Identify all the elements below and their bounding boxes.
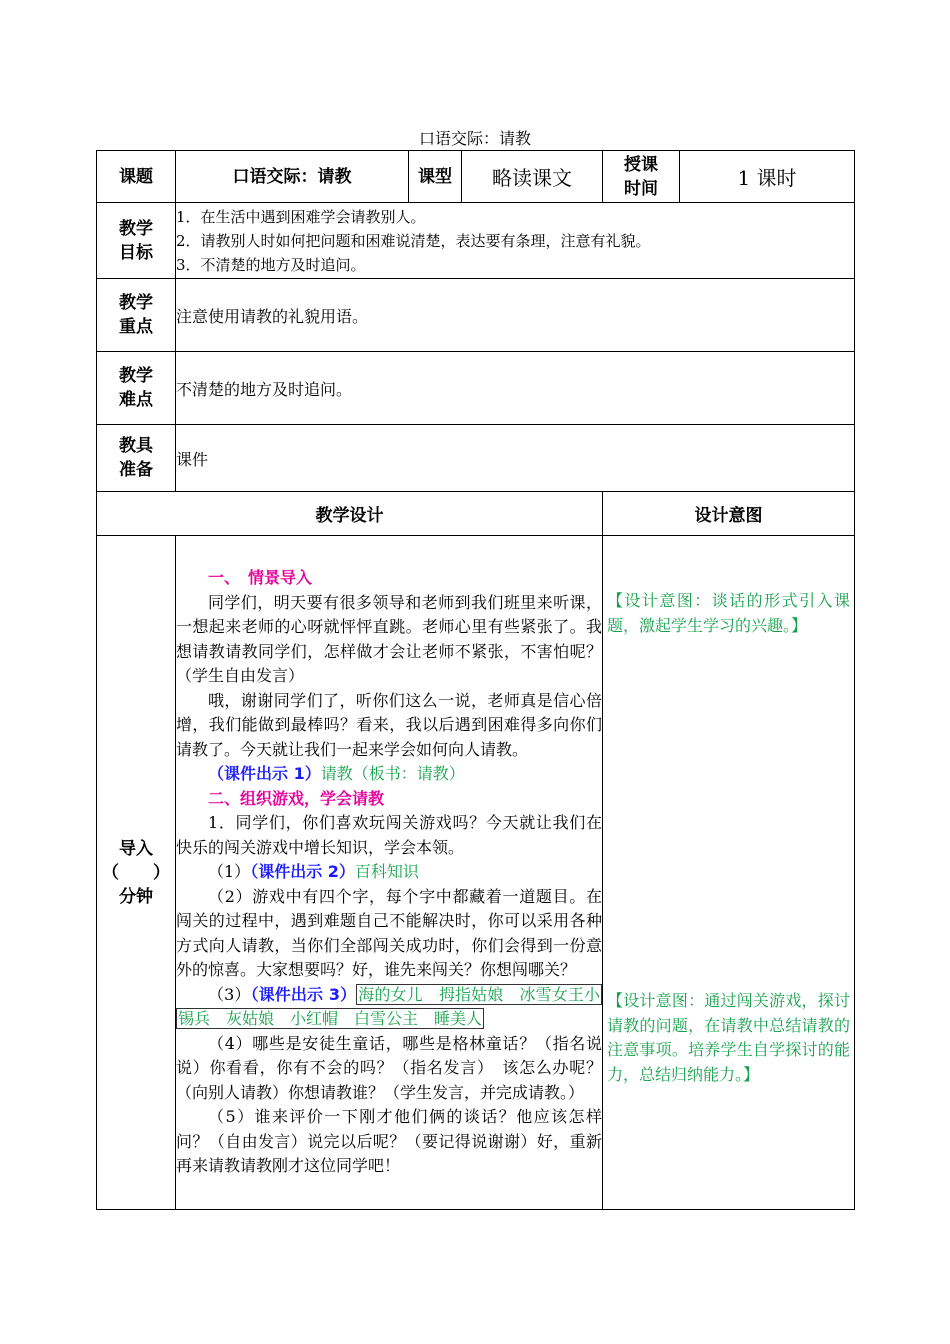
time-value: 1 课时	[680, 151, 855, 203]
design-header: 教学设计	[97, 492, 603, 536]
topic-value: 口语交际：请教	[176, 151, 409, 203]
document-title: 口语交际：请教	[418, 129, 531, 148]
design-header-row	[97, 492, 855, 536]
key-points-row	[97, 279, 855, 352]
paragraph: 同学们，明天要有很多领导和老师到我们班里来听课，一想起来老师的心呀就怦怦直跳。老师心里有些紧张了。我想请教请教同学们，怎样做才会让老师不紧张，不害怕呢？（学生自由发言）	[176, 592, 602, 686]
paragraph: 哦，谢谢同学们了，听你们这么一说，老师真是信心倍增，我们能做到最棒吗？看来，我以后遇到困难得多向你们请教了。今天就让我们一起来学会如何向人请教。	[176, 690, 602, 759]
tools-text: 课件	[176, 425, 855, 492]
content-row	[97, 536, 855, 1210]
difficulties-label: 教学 难点	[97, 352, 176, 425]
goals-row	[97, 203, 855, 279]
fairy-tale-list: 海的女儿 拇指姑娘 冰雪女王小锡兵 灰姑娘 小红帽 白雪公主 睡美人	[178, 984, 600, 1029]
design-intent: 【设计意图：谈话的形式引入课题，激起学生学习的兴趣。】	[607, 591, 850, 635]
paragraph: （4）哪些是安徒生童话，哪些是格林童话？（指名说说）你看看，你有不会的吗？（指名发言） 该怎么办呢？（向别人请教）你想请教谁？（学生发言，并完成请教。）	[176, 1033, 602, 1102]
key-points-text: 注意使用请教的礼貌用语。	[176, 279, 855, 352]
section-title: 一、 情景导入	[208, 568, 313, 588]
time-label: 授课 时间	[603, 151, 680, 203]
goal-item: 1．在生活中遇到困难学会请教别人。	[176, 207, 426, 226]
goal-item: 2．请教别人时如何把问题和困难说清楚，表达要有条理，注意有礼貌。	[176, 231, 651, 250]
lesson-plan-table	[96, 150, 855, 1210]
paragraph: （2）游戏中有四个字，每个字中都藏着一道题目。在闯关的过程中，遇到难题自己不能解决时，你可以采用各种方式向人请教，当你们全部闯关成功时，你们会得到一份意外的惊喜。大家想要吗？好，谁先来闯关？你想闯哪关？	[176, 886, 602, 980]
tools-row	[97, 425, 855, 492]
paragraph: （5）谁来评价一下刚才他们俩的谈话？他应该怎样问？（自由发言）说完以后呢？（要记得说谢谢）好，重新再来请教请教刚才这位同学吧！	[176, 1107, 602, 1176]
courseware-line: （课件出示 1）请教（板书：请教）	[208, 764, 465, 784]
type-value: 略读课文	[462, 151, 603, 203]
teaching-content	[176, 536, 603, 1210]
intent-header: 设计意图	[603, 492, 855, 536]
difficulties-text: 不清楚的地方及时追问。	[176, 352, 855, 425]
type-label: 课型	[409, 151, 462, 203]
difficulties-row	[97, 352, 855, 425]
goal-item: 3．不清楚的地方及时追问。	[176, 255, 366, 274]
goals-label: 教学 目标	[97, 203, 176, 279]
paragraph: 1．同学们，你们喜欢玩闯关游戏吗？今天就让我们在快乐的闯关游戏中增长知识，学会本领。	[176, 813, 602, 857]
goals-list	[176, 203, 855, 279]
stage-label: 导入 （ ） 分钟	[97, 536, 176, 1210]
design-intent: 【设计意图：通过闯关游戏，探讨请教的问题，在请教中总结请教的注意事项。培养学生自学探讨的能力，总结归纳能力。】	[607, 991, 850, 1084]
key-points-label: 教学 重点	[97, 279, 176, 352]
header-row	[97, 151, 855, 203]
courseware-line: （3）（课件出示 3） 海的女儿 拇指姑娘 冰雪女王小锡兵 灰姑娘 小红帽 白雪公主 睡美人	[178, 984, 600, 1029]
section-title: 二、组织游戏，学会请教	[208, 788, 385, 808]
tools-label: 教具 准备	[97, 425, 176, 492]
topic-label: 课题	[97, 151, 176, 203]
courseware-line: （1）（课件出示 2）百科知识	[208, 862, 419, 882]
intent-column	[603, 536, 855, 1210]
